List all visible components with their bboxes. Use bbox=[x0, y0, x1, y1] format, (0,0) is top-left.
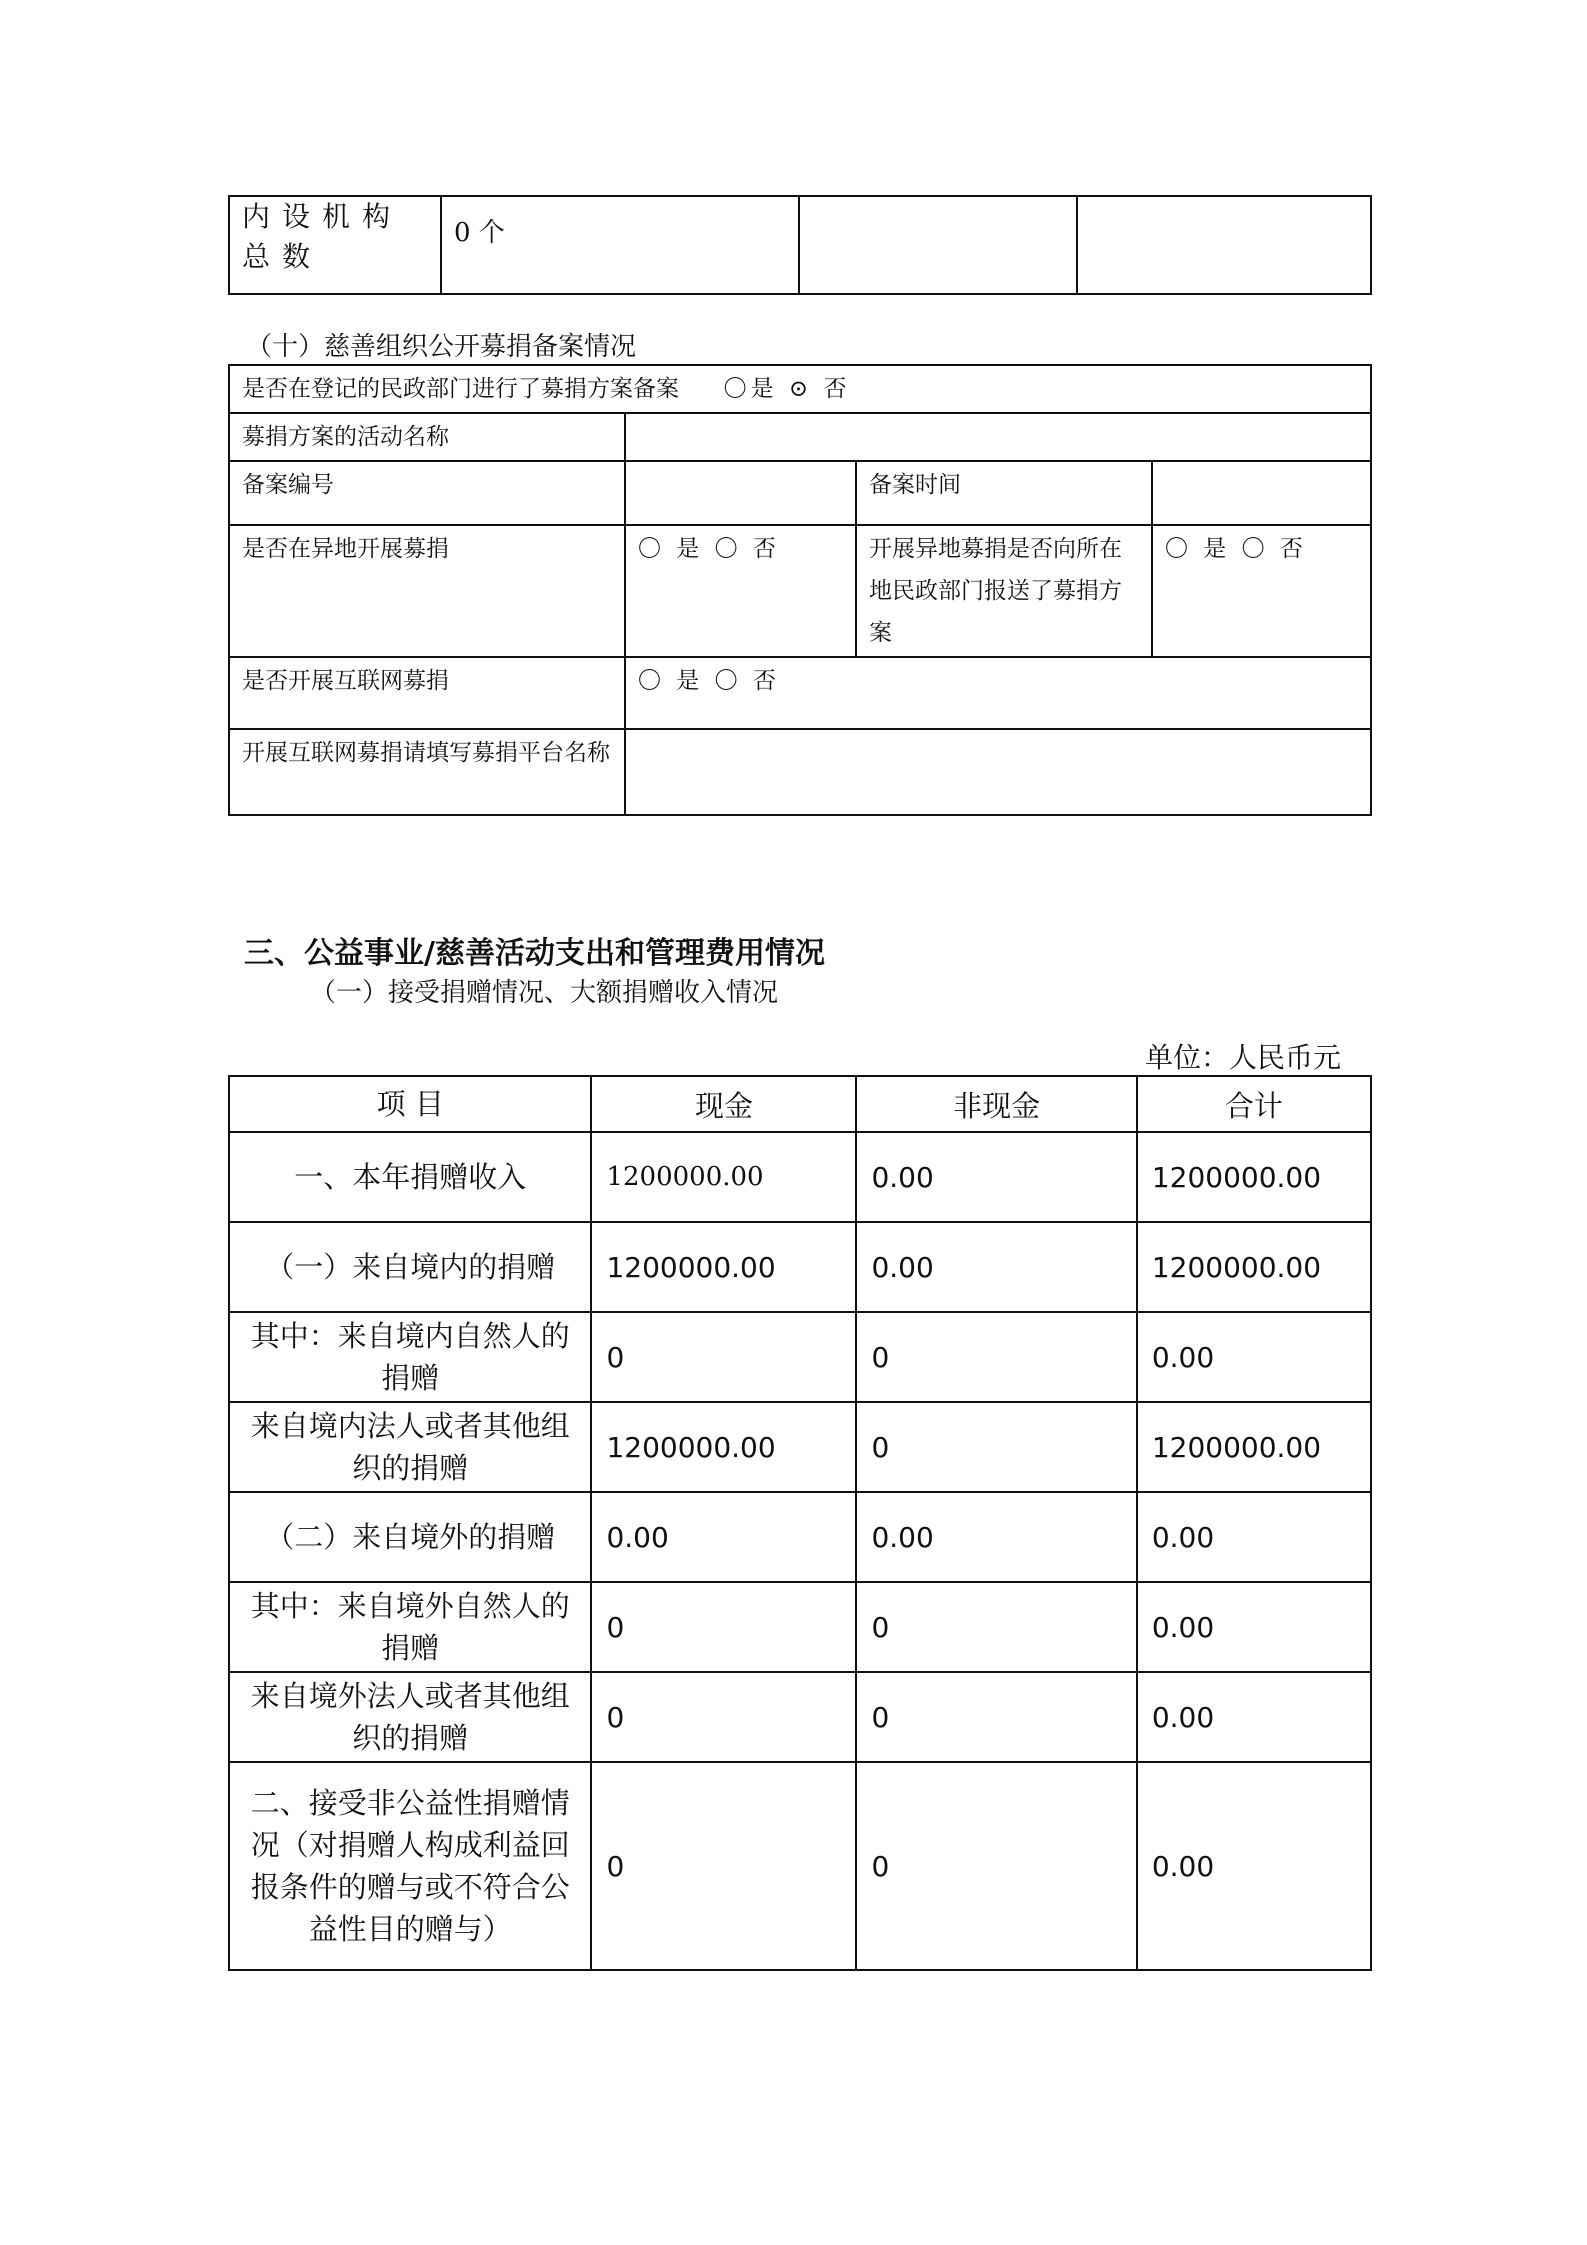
offsite-report-radio[interactable]: 〇 是 〇 否 bbox=[1152, 525, 1371, 657]
row-total: 0.00 bbox=[1137, 1492, 1371, 1582]
row-noncash: 0 bbox=[856, 1402, 1136, 1492]
row-label: 来自境外法人或者其他组织的捐赠 bbox=[229, 1672, 591, 1762]
internal-departments-label: 内设机构总数 bbox=[229, 196, 441, 294]
internal-departments-value: 0 个 bbox=[441, 196, 799, 294]
empty-cell bbox=[1077, 196, 1371, 294]
row-noncash: 0 bbox=[856, 1762, 1136, 1970]
table-row bbox=[229, 1582, 1371, 1672]
row-cash: 1200000.00 bbox=[591, 1222, 856, 1312]
row-noncash: 0 bbox=[856, 1582, 1136, 1672]
row-noncash: 0 bbox=[856, 1672, 1136, 1762]
registered-filed-radio[interactable]: 〇是 ⊙ 否 bbox=[723, 376, 851, 402]
row-label: （一）来自境内的捐赠 bbox=[229, 1222, 591, 1312]
table-row bbox=[229, 1312, 1371, 1402]
row-total: 1200000.00 bbox=[1137, 1222, 1371, 1312]
row-label: （二）来自境外的捐赠 bbox=[229, 1492, 591, 1582]
internet-label: 是否开展互联网募捐 bbox=[229, 657, 625, 729]
section-3-heading: 三、公益事业/慈善活动支出和管理费用情况 bbox=[244, 936, 825, 971]
table-row bbox=[229, 1672, 1371, 1762]
row-cash: 1200000.00 bbox=[591, 1132, 856, 1222]
header-cash: 现金 bbox=[591, 1076, 856, 1132]
table-row bbox=[229, 1132, 1371, 1222]
row-label: 一、本年捐赠收入 bbox=[229, 1132, 591, 1222]
table-header-row bbox=[229, 1076, 1371, 1132]
section-10-heading: （十）慈善组织公开募捐备案情况 bbox=[246, 332, 637, 362]
row-cash: 0 bbox=[591, 1312, 856, 1402]
table-row bbox=[229, 1762, 1371, 1970]
row-cash: 0 bbox=[591, 1762, 856, 1970]
row-noncash: 0.00 bbox=[856, 1132, 1136, 1222]
filing-no-value bbox=[625, 461, 856, 525]
table-row bbox=[229, 1222, 1371, 1312]
row-noncash: 0 bbox=[856, 1312, 1136, 1402]
row-total: 1200000.00 bbox=[1137, 1402, 1371, 1492]
row-noncash: 0.00 bbox=[856, 1222, 1136, 1312]
filing-no-label: 备案编号 bbox=[229, 461, 625, 525]
header-total: 合计 bbox=[1137, 1076, 1371, 1132]
platform-label: 开展互联网募捐请填写募捐平台名称 bbox=[229, 729, 625, 815]
filing-time-label: 备案时间 bbox=[856, 461, 1152, 525]
row-total: 0.00 bbox=[1137, 1672, 1371, 1762]
section-3-subheading: （一）接受捐赠情况、大额捐赠收入情况 bbox=[310, 978, 779, 1008]
offsite-radio[interactable]: 〇 是 〇 否 bbox=[625, 525, 856, 657]
row-cash: 0.00 bbox=[591, 1492, 856, 1582]
filing-time-value bbox=[1152, 461, 1371, 525]
row-total: 0.00 bbox=[1137, 1582, 1371, 1672]
table-row bbox=[229, 1402, 1371, 1492]
row-label: 其中：来自境外自然人的捐赠 bbox=[229, 1582, 591, 1672]
unit-label: 单位：人民币元 bbox=[1144, 1041, 1341, 1074]
header-noncash: 非现金 bbox=[856, 1076, 1136, 1132]
row-label: 来自境内法人或者其他组织的捐赠 bbox=[229, 1402, 591, 1492]
row-label: 其中：来自境内自然人的捐赠 bbox=[229, 1312, 591, 1402]
internal-departments-table bbox=[228, 195, 1372, 295]
activity-name-label: 募捐方案的活动名称 bbox=[229, 413, 625, 461]
offsite-report-label: 开展异地募捐是否向所在地民政部门报送了募捐方案 bbox=[856, 525, 1152, 657]
donations-table bbox=[228, 1075, 1372, 1971]
row-cash: 0 bbox=[591, 1672, 856, 1762]
row-total: 0.00 bbox=[1137, 1762, 1371, 1970]
registered-filed-label: 是否在登记的民政部门进行了募捐方案备案 bbox=[242, 376, 679, 402]
row-total: 1200000.00 bbox=[1137, 1132, 1371, 1222]
row-total: 0.00 bbox=[1137, 1312, 1371, 1402]
internet-radio[interactable]: 〇 是 〇 否 bbox=[625, 657, 1371, 729]
table-row bbox=[229, 1492, 1371, 1582]
row-cash: 0 bbox=[591, 1582, 856, 1672]
offsite-label: 是否在异地开展募捐 bbox=[229, 525, 625, 657]
activity-name-value bbox=[625, 413, 1371, 461]
row-cash: 1200000.00 bbox=[591, 1402, 856, 1492]
row-noncash: 0.00 bbox=[856, 1492, 1136, 1582]
header-item: 项 目 bbox=[229, 1076, 591, 1132]
row-label: 二、接受非公益性捐赠情况（对捐赠人构成利益回报条件的赠与或不符合公益性目的赠与） bbox=[229, 1762, 591, 1970]
platform-value bbox=[625, 729, 1371, 815]
fundraising-filing-table bbox=[228, 364, 1372, 816]
empty-cell bbox=[799, 196, 1077, 294]
